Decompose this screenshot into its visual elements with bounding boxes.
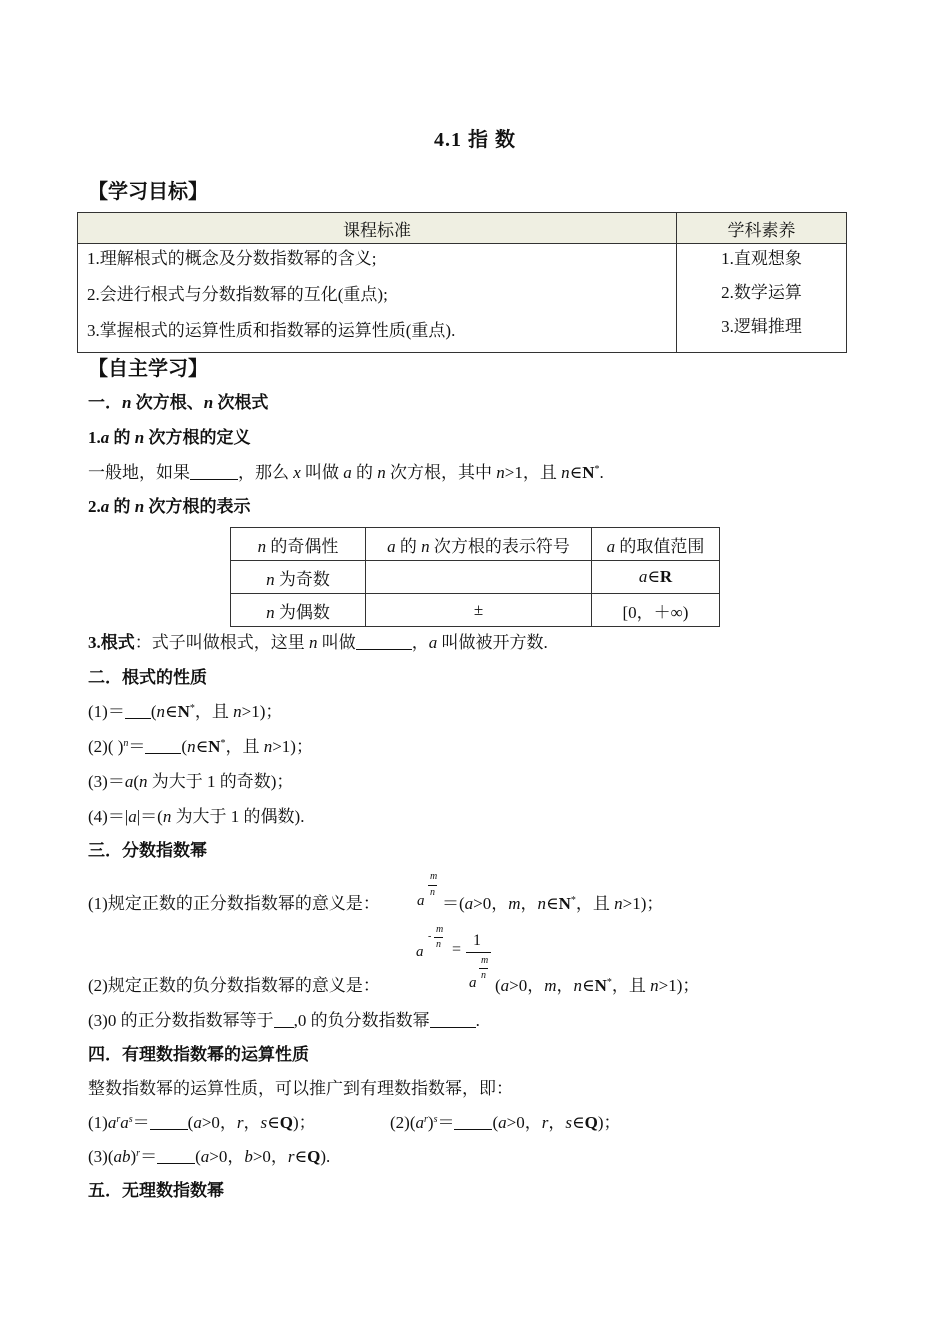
literacy-item: 3.逻辑推理 bbox=[721, 317, 802, 336]
col-standard-header: 课程标准 bbox=[78, 213, 677, 244]
negative-exponent-condition: (a>0，m，n∈N*，且 n>1)； bbox=[495, 976, 700, 995]
standards-cell bbox=[78, 244, 677, 353]
fraction-bar bbox=[434, 937, 443, 938]
exponent-rule-2: $(2)(a^r)^s= (a>0$，r，s∈Q)； bbox=[390, 1113, 621, 1132]
math-base-a: a bbox=[469, 975, 477, 991]
math-base-a: a bbox=[417, 893, 425, 909]
table-cell: n 为奇数 bbox=[231, 561, 366, 594]
definition-paragraph: 一般地，如果 ，那么 x 叫做 a 的 n 次方根，其中 n>1，且 n∈N*. bbox=[88, 463, 604, 482]
exponent-rule-3: (3)(ab)$^r$＝ (a>0，b>0，r∈Q). bbox=[88, 1147, 331, 1166]
math-exp-m: m bbox=[430, 871, 438, 882]
fraction-bar bbox=[466, 952, 491, 953]
fill-blank bbox=[145, 737, 181, 754]
math-exp-m: m bbox=[481, 955, 489, 966]
section-4-title: 四．有理数指数幂的运算性质 bbox=[88, 1045, 309, 1064]
math-base-a: a bbox=[416, 944, 424, 960]
property-2: (2)( )$^n$＝ (n∈N*，且 n>1)； bbox=[88, 737, 313, 756]
math-equals: = bbox=[452, 941, 462, 958]
subsection-2-title: 2.a 的 n 次方根的表示 bbox=[88, 497, 251, 516]
standard-item: 3.掌握根式的运算性质和指数幂的运算性质(重点). bbox=[87, 321, 456, 340]
col-literacy-header: 学科素养 bbox=[677, 213, 847, 244]
literacy-item: 2.数学运算 bbox=[721, 283, 802, 302]
positive-fractional-exponent: (1)规定正数的正分数指数幂的意义是： bbox=[88, 894, 380, 913]
fill-blank bbox=[274, 1011, 294, 1028]
table-row bbox=[231, 594, 720, 627]
literacy-item: 1.直观想象 bbox=[721, 249, 802, 268]
fill-blank bbox=[150, 1113, 188, 1130]
table-cell: n 的奇偶性 bbox=[231, 528, 366, 561]
exponent-rule-1: $(1)a^ra^s= (a>0$，r，s∈Q)； bbox=[88, 1113, 316, 1132]
section-1-title: 一．n 次方根、n 次根式 bbox=[88, 393, 269, 412]
property-1: (1)＝ (n∈N*，且 n>1)； bbox=[88, 702, 283, 721]
table-cell: a 的取值范围 bbox=[592, 528, 720, 561]
math-exp-n: n bbox=[430, 887, 435, 898]
property-3: (3)＝a(n 为大于 1 的奇数)； bbox=[88, 772, 294, 791]
standard-item: 2.会进行根式与分数指数幂的互化(重点); bbox=[87, 285, 388, 304]
standard-item: 1.理解根式的概念及分数指数幂的含义; bbox=[87, 249, 377, 268]
math-minus: - bbox=[428, 931, 432, 942]
property-4: (4)＝|a|＝(n 为大于 1 的偶数). bbox=[88, 807, 305, 826]
radical-definition: 3.根式：式子叫做根式，这里 n 叫做 ，a 叫做被开方数. bbox=[88, 633, 548, 652]
fill-blank bbox=[190, 463, 238, 480]
subsection-1-title: 1.a 的 n 次方根的定义 bbox=[88, 428, 251, 447]
section-3-title: 三．分数指数幂 bbox=[88, 841, 207, 860]
table-header-row bbox=[231, 528, 720, 561]
table-cell bbox=[366, 561, 592, 594]
fill-blank bbox=[454, 1113, 492, 1130]
section-4-intro: 整数指数幂的运算性质，可以推广到有理数指数幂，即： bbox=[88, 1079, 513, 1098]
fill-blank bbox=[356, 633, 412, 650]
fraction-bar bbox=[479, 968, 488, 969]
section-2-title: 二．根式的性质 bbox=[88, 668, 207, 687]
positive-exponent-condition: ＝(a>0，m，n∈N*，且 n>1)； bbox=[442, 894, 664, 913]
learning-goals-table bbox=[77, 212, 847, 353]
zero-exponent-line: (3)0 的正分数指数幂等于 ,0 的负分数指数幂 . bbox=[88, 1011, 480, 1030]
fraction-bar bbox=[428, 885, 437, 886]
math-exp-n: n bbox=[481, 970, 486, 981]
table-cell: [0，＋∞) bbox=[592, 594, 720, 627]
table-cell: n 为偶数 bbox=[231, 594, 366, 627]
table-cell: a∈R bbox=[592, 561, 720, 594]
math-exp-m: m bbox=[436, 924, 444, 935]
fill-blank bbox=[125, 702, 151, 719]
table-header-row bbox=[78, 213, 847, 244]
self-study-heading: 【自主学习】 bbox=[88, 358, 208, 380]
table-row bbox=[78, 244, 847, 353]
section-5-title: 五．无理数指数幂 bbox=[88, 1181, 224, 1200]
nth-root-table bbox=[230, 527, 720, 627]
math-exp-n: n bbox=[436, 939, 441, 950]
negative-fractional-exponent: (2)规定正数的负分数指数幂的意义是： bbox=[88, 976, 380, 995]
table-cell: a 的 n 次方根的表示符号 bbox=[366, 528, 592, 561]
page-title: 4.1 指 数 bbox=[434, 129, 516, 151]
table-row bbox=[231, 561, 720, 594]
math-numerator-one: 1 bbox=[473, 932, 481, 949]
table-cell: ± bbox=[366, 594, 592, 627]
literacy-cell bbox=[677, 244, 847, 353]
learning-goals-heading: 【学习目标】 bbox=[88, 181, 208, 203]
fill-blank bbox=[157, 1147, 195, 1164]
fill-blank bbox=[430, 1011, 476, 1028]
